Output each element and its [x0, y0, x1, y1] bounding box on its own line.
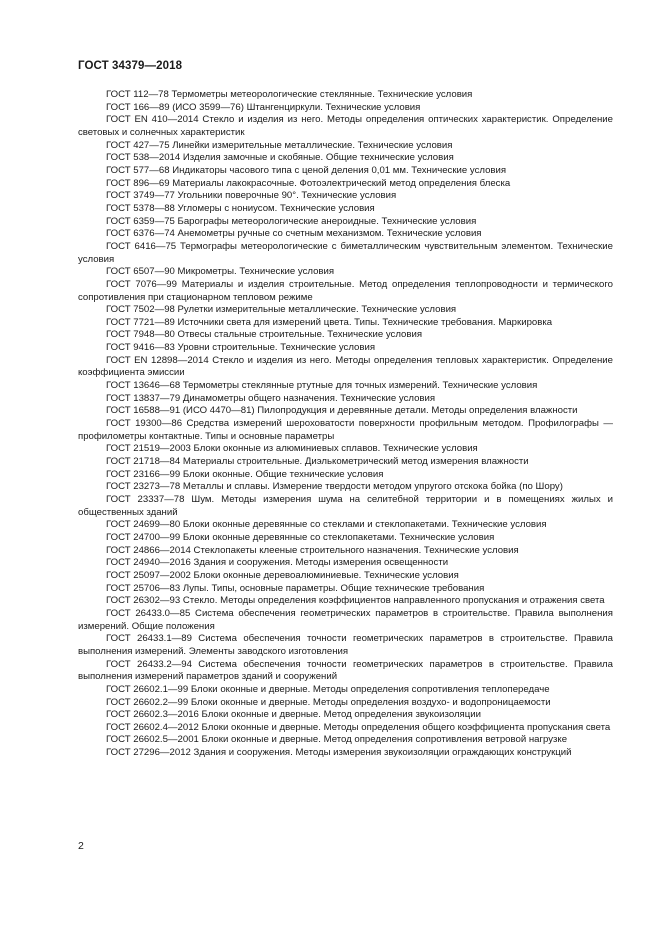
- standard-reference: ГОСТ 16588—91 (ИСО 4470—81) Пилопродукция и деревянные детали. Методы определения влажности: [106, 405, 578, 417]
- standard-reference: ГОСТ 26433.0—85 Система обеспечения геометрических параметров в строительстве. Правила выполнения измерений. Общие положения: [78, 607, 613, 632]
- standard-reference: ГОСТ 24940—2016 Здания и сооружения. Методы измерения освещенности: [106, 557, 449, 569]
- standard-reference: ГОСТ 26602.1—99 Блоки оконные и дверные. Методы определения сопротивления теплопередаче: [106, 683, 550, 695]
- standard-reference: ГОСТ 6507—90 Микрометры. Технические условия: [106, 266, 335, 278]
- standards-list: [78, 89, 613, 760]
- page-number: 2: [78, 840, 84, 852]
- standard-reference: ГОСТ 3749—77 Угольники поверочные 90°. Технические условия: [106, 190, 397, 202]
- standard-reference: ГОСТ 896—69 Материалы лакокрасочные. Фотоэлектрический метод определения блеска: [106, 177, 511, 189]
- standard-reference: ГОСТ 7721—89 Источники света для измерений цвета. Типы. Технические требования. Маркировка: [106, 316, 553, 328]
- standard-reference: ГОСТ EN 410—2014 Стекло и изделия из него. Методы определения оптических характеристик. Определение световых и солнечных характеристик: [78, 114, 613, 138]
- standard-reference: ГОСТ 538—2014 Изделия замочные и скобяные. Общие технические условия: [106, 152, 454, 164]
- standard-reference: ГОСТ 13837—79 Динамометры общего назначения. Технические условия: [106, 392, 436, 404]
- standard-reference: ГОСТ 23337—78 Шум. Методы измерения шума на селитебной территории и в помещениях жилых и общественных зданий: [78, 494, 613, 518]
- standard-reference: ГОСТ 23166—99 Блоки оконные. Общие технические условия: [106, 468, 384, 480]
- standard-reference: ГОСТ 166—89 (ИСО 3599—76) Штангенциркули. Технические условия: [106, 101, 421, 113]
- standard-reference: ГОСТ 21519—2003 Блоки оконные из алюминиевых сплавов. Технические условия: [106, 443, 478, 455]
- standard-reference: ГОСТ 26602.2—99 Блоки оконные и дверные. Методы определения воздухо- и водопроницаемости: [106, 696, 551, 708]
- standard-reference: ГОСТ 23273—78 Металлы и сплавы. Измерение твердости методом упругого отскока бойка (по Шору): [106, 481, 563, 493]
- standard-reference: ГОСТ 577—68 Индикаторы часового типа с ценой деления 0,01 мм. Технические условия: [106, 164, 507, 176]
- standard-reference: ГОСТ 26433.1—89 Система обеспечения точности геометрических параметров в строительстве. Правила выполнения измерений. Элементы заводского изготовления: [78, 633, 613, 657]
- standard-reference: ГОСТ 13646—68 Термометры стеклянные ртутные для точных измерений. Технические условия: [106, 380, 538, 392]
- standard-reference: ГОСТ 9416—83 Уровни строительные. Технические условия: [106, 342, 376, 354]
- standard-reference: ГОСТ 19300—86 Средства измерений шероховатости поверхности профильным методом. Профилографы — профилометры контактные. Типы и основные параметры: [78, 418, 613, 442]
- standard-reference: ГОСТ 26602.3—2016 Блоки оконные и дверные. Метод определения звукоизоляции: [106, 709, 481, 721]
- standard-reference: ГОСТ 26602.5—2001 Блоки оконные и дверные. Метод определения сопротивления ветровой нагрузке: [106, 734, 568, 746]
- standard-reference: ГОСТ 27296—2012 Здания и сооружения. Методы измерения звукоизоляции ограждающих конструкций: [106, 747, 572, 759]
- document-header: ГОСТ 34379—2018: [78, 60, 183, 72]
- standard-reference: ГОСТ 112—78 Термометры метеорологические стеклянные. Технические условия: [106, 89, 473, 100]
- standard-reference: ГОСТ 24700—99 Блоки оконные деревянные со стеклопакетами. Технические условия: [106, 531, 495, 543]
- standard-reference: ГОСТ 26433.2—94 Система обеспечения точности геометрических параметров в строительстве. Правила выполнения измерений параметров зданий и сооружений: [78, 658, 613, 683]
- standard-reference: ГОСТ 26602.4—2012 Блоки оконные и дверные. Методы определения общего коэффициента пропускания света: [106, 721, 611, 733]
- standard-reference: ГОСТ 25706—83 Лупы. Типы, основные параметры. Общие технические требования: [106, 582, 485, 594]
- standard-reference: ГОСТ 7948—80 Отвесы стальные строительные. Технические условия: [106, 329, 423, 341]
- standard-reference: ГОСТ 7502—98 Рулетки измерительные металлические. Технические условия: [106, 304, 457, 316]
- standard-reference: ГОСТ 26302—93 Стекло. Методы определения коэффициентов направленного пропускания и отражения света: [106, 595, 605, 607]
- standard-reference: ГОСТ 24866—2014 Стеклопакеты клееные строительного назначения. Технические условия: [106, 544, 519, 556]
- standard-reference: ГОСТ 21718—84 Материалы строительные. Диэлькометрический метод измерения влажности: [106, 456, 529, 468]
- standard-reference: ГОСТ 5378—88 Угломеры с нониусом. Технические условия: [106, 202, 375, 214]
- standard-reference: ГОСТ 6376—74 Анемометры ручные со счетным механизмом. Технические условия: [106, 228, 482, 240]
- standard-reference: ГОСТ 7076—99 Материалы и изделия строительные. Метод определения теплопроводности и термического сопротивления при стационарном тепловом режиме: [78, 278, 613, 303]
- standard-reference: ГОСТ 24699—80 Блоки оконные деревянные со стеклами и стеклопакетами. Технические условия: [106, 519, 547, 531]
- standard-reference: ГОСТ 427—75 Линейки измерительные металлические. Технические условия: [106, 139, 453, 151]
- standard-reference: ГОСТ EN 12898—2014 Стекло и изделия из него. Методы определения тепловых характеристик. Определение коэффициента эмиссии: [78, 354, 613, 379]
- standard-reference: ГОСТ 6359—75 Барографы метеорологические анероидные. Технические условия: [106, 215, 477, 227]
- standard-reference: ГОСТ 25097—2002 Блоки оконные деревоалюминиевые. Технические условия: [106, 569, 459, 581]
- standard-reference: ГОСТ 6416—75 Термографы метеорологические с биметаллическим чувствительным элементом. Технические условия: [78, 240, 613, 265]
